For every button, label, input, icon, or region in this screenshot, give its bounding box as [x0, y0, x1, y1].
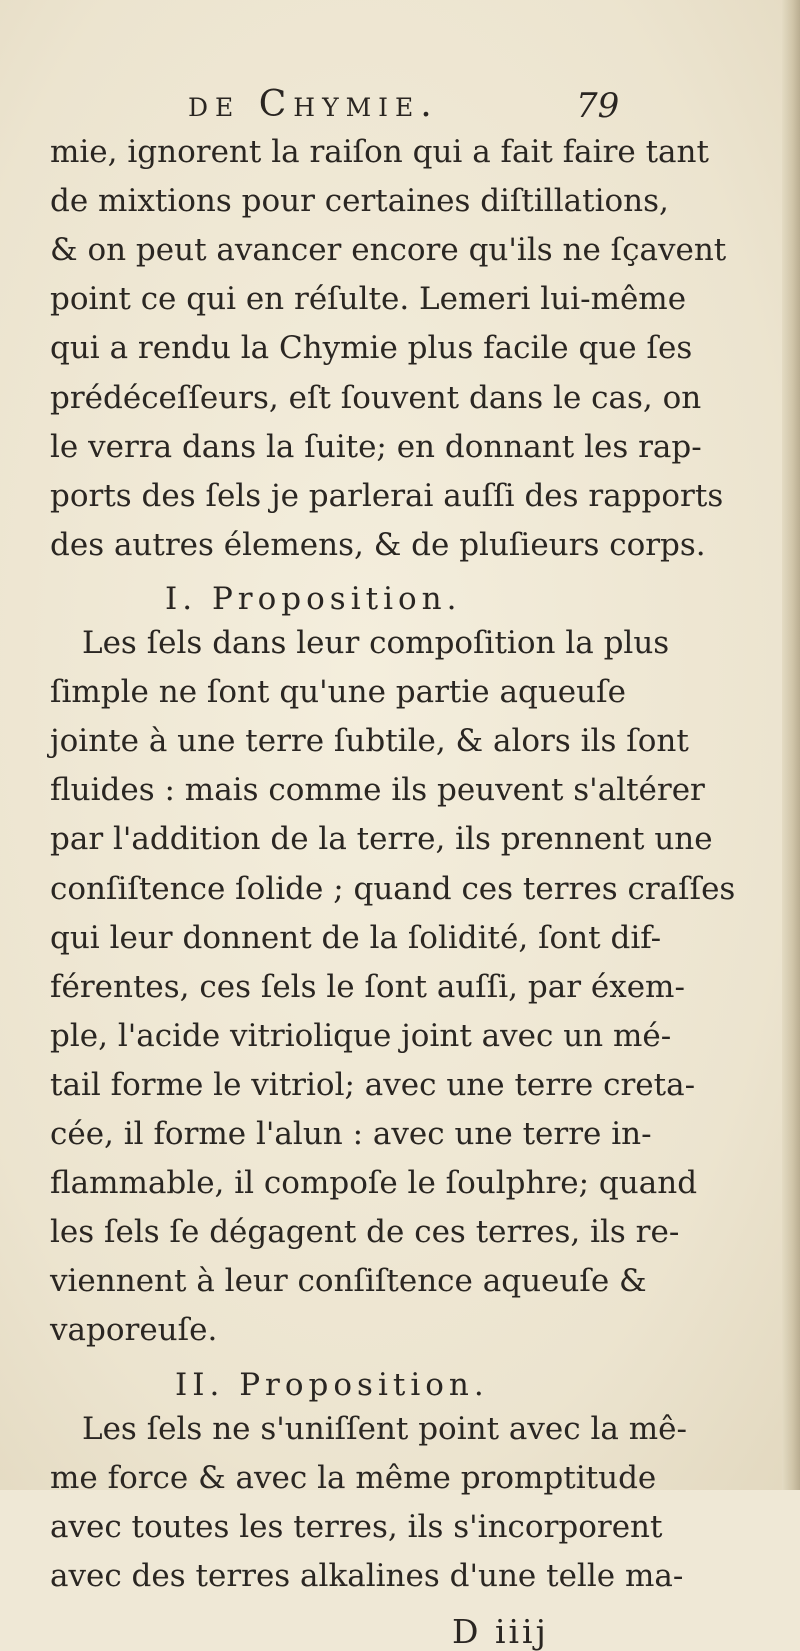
- text-line: jointe à une terre ſubtile, & alors ils ſont: [50, 723, 689, 760]
- text-line: viennent à leur conſiſtence aqueuſe &: [50, 1263, 647, 1300]
- text-line: férentes, ces ſels le ſont auſſi, par éxem-: [50, 968, 685, 1005]
- proposition-heading: I. Proposition.: [165, 580, 462, 617]
- text-line: cée, il forme l'alun : avec une terre in-: [50, 1116, 652, 1152]
- page-header: [0, 84, 800, 128]
- text-line: vaporeuſe.: [50, 1312, 218, 1349]
- text-line: prédéceſſeurs, eſt ſouvent dans le cas, on: [50, 379, 702, 416]
- text-line: des autres élemens, & de pluſieurs corps.: [50, 526, 706, 563]
- text-line: tail forme le vitriol; avec une terre creta-: [50, 1066, 696, 1103]
- text-line: qui a rendu la Chymie plus facile que ſes: [50, 330, 693, 367]
- text-line: ſimple ne ſont qu'une partie aqueuſe: [50, 674, 626, 711]
- text-line: ports des ſels je parlerai auſſi des rapports: [50, 477, 724, 514]
- text-line: me force & avec la même promptitude: [50, 1459, 657, 1496]
- text-line: Les ſels ne s'uniſſent point avec la mê-: [82, 1410, 687, 1447]
- text-line: qui leur donnent de la ſolidité, ſont dif-: [50, 919, 662, 956]
- text-line: de mixtions pour certaines diſtillations,: [50, 183, 669, 220]
- text-line: ple, l'acide vitriolique joint avec un mé-: [50, 1017, 672, 1054]
- page-edge: [782, 0, 800, 1490]
- signature-mark: D iiij: [452, 1612, 549, 1651]
- proposition-heading: II. Proposition.: [175, 1366, 489, 1403]
- text-line: les ſels ſe dégagent de ces terres, ils re-: [50, 1214, 680, 1251]
- text-line: conſiſtence ſolide ; quand ces terres craſſes: [50, 870, 736, 907]
- text-line: point ce qui en réſulte. Lemeri lui-même: [50, 281, 687, 318]
- text-line: avec toutes les terres, ils s'incorporent: [50, 1508, 663, 1545]
- text-line: flammable, il compoſe le ſoulphre; quand: [50, 1165, 698, 1202]
- text-line: avec des terres alkalines d'une telle ma-: [50, 1557, 684, 1594]
- text-line: mie, ignorent la raiſon qui a fait faire tant: [50, 134, 709, 170]
- text-line: par l'addition de la terre, ils prennent une: [50, 821, 713, 858]
- text-line: le verra dans la ſuite; en donnant les rap-: [50, 428, 702, 465]
- page-number: 79: [576, 86, 620, 126]
- text-line: & on peut avancer encore qu'ils ne ſçavent: [50, 232, 727, 269]
- text-line: fluides : mais comme ils peuvent s'altérer: [50, 772, 705, 809]
- text-line: Les ſels dans leur compoſition la plus: [82, 625, 670, 661]
- running-title: de Chymie.: [188, 84, 439, 125]
